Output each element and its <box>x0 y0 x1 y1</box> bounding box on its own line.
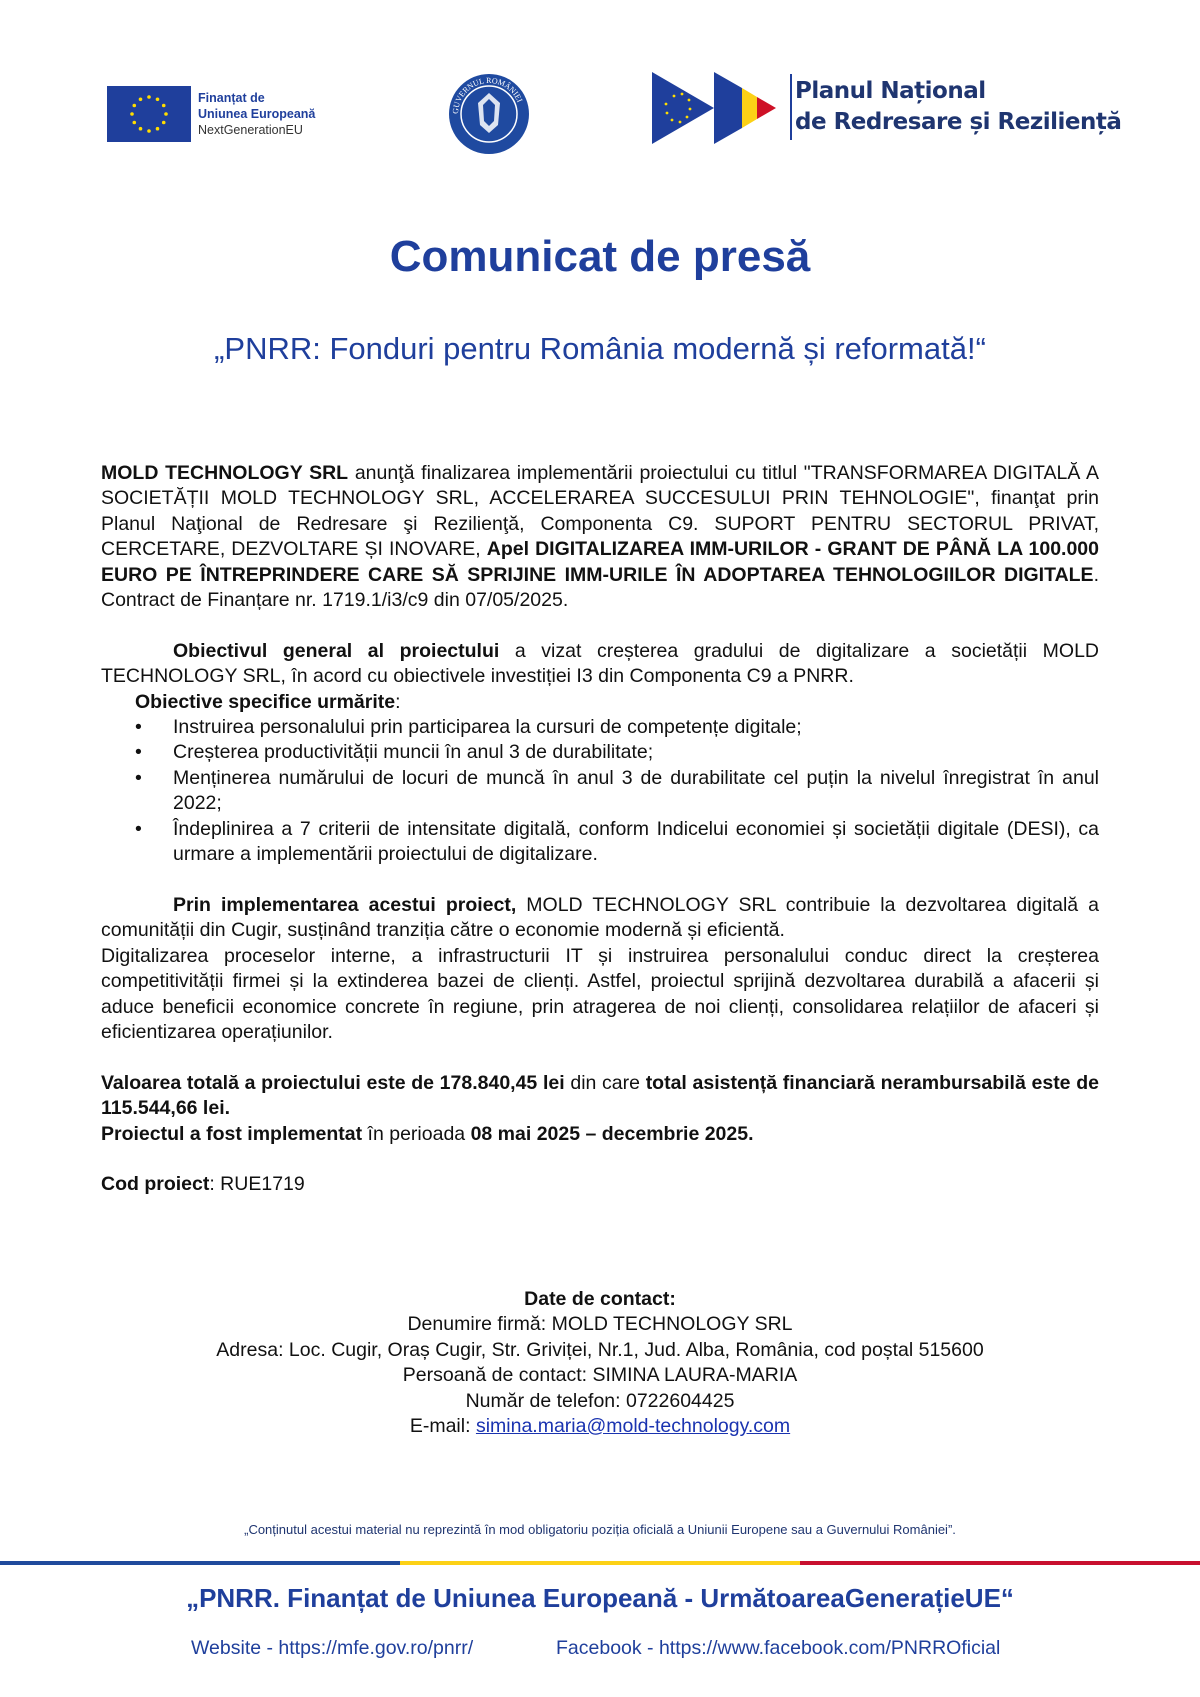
eu-star-icon <box>156 127 160 131</box>
pnrr-logo-text <box>795 76 1121 138</box>
contact-block <box>0 1287 1200 1439</box>
eu-line2: Uniunea Europeană <box>198 107 316 121</box>
tricolor-divider <box>0 1561 1200 1565</box>
disclaimer: „Conținutul acestui material nu reprezintă în mod obligatoriu poziția oficială a Uniunii Europene sau a Guvernului României”. <box>244 1522 956 1537</box>
specific-label: Obiective specifice urmărite <box>135 690 396 713</box>
call-name: Apel DIGITALIZAREA IMM-URILOR - GRANT DE PÂNĂ LA 100.000 EURO PE ÎNTREPRINDERE CARE SĂ SPRIJINE IMM-URILE ÎN ADOPTAREA TEHNOLOGIILOR DIGITALE <box>101 538 1099 586</box>
code-value: : RUE1719 <box>209 1173 305 1196</box>
page-subtitle: „PNRR: Fonduri pentru România modernă și reformată!“ <box>214 331 986 366</box>
total-value: Valoarea totală a proiectului este de 178.840,45 lei <box>101 1071 565 1094</box>
contact-address: Adresa: Loc. Cugir, Oraș Cugir, Str. Griviței, Nr.1, Jud. Alba, România, cod poștal 515600 <box>216 1338 984 1361</box>
project-period <box>101 1122 1099 1147</box>
contract-text: . Contract de Finanțare nr. 1719.1/i3/c9 din 07/05/2025. <box>101 563 1099 612</box>
eu-star-icon <box>147 129 151 133</box>
list-item: • Îndeplinirea a 7 criterii de intensitate digitală, conform Indicelui economiei și societății digitale (DESI), ca urmare a implementării proiectului de digitalizare. <box>101 817 1099 868</box>
facebook-link[interactable]: Facebook - https://www.facebook.com/PNRROficial <box>556 1637 1001 1659</box>
list-item: • Creșterea productivității muncii în anul 3 de durabilitate; <box>101 740 1099 765</box>
period-dates: 08 mai 2025 – decembrie 2025. <box>470 1122 754 1145</box>
pnrr-line1: Planul Național <box>795 78 986 104</box>
eu-star-icon <box>132 121 136 125</box>
eu-star-icon <box>164 112 168 116</box>
eu-funding-label <box>198 90 315 138</box>
pnrr-logo <box>652 72 787 144</box>
email-label: E-mail: <box>409 1415 476 1438</box>
eu-stars-icon <box>107 86 191 142</box>
project-value <box>101 1071 1099 1122</box>
eu-star-icon <box>156 97 160 101</box>
eu-star-icon <box>139 127 143 131</box>
eu-star-icon <box>130 112 134 116</box>
website-link[interactable]: Website - https://mfe.gov.ro/pnrr/ <box>191 1637 474 1659</box>
specific-objectives-heading <box>101 690 1099 715</box>
project-code <box>101 1172 1099 1197</box>
code-label: Cod proiect <box>101 1173 210 1196</box>
pnrr-divider <box>790 74 792 140</box>
objective-text: a vizat creșterea gradului de digitalizare a societății MOLD TECHNOLOGY SRL, în acord cu obiectivele investiției I3 din Componenta C9 a PNRR. <box>101 639 1100 688</box>
eu-star-icon <box>139 97 143 101</box>
specific-suffix: : <box>395 690 401 713</box>
value-connector: din care <box>564 1071 646 1094</box>
government-seal-logo <box>448 73 530 155</box>
contact-phone: Număr de telefon: 0722604425 <box>465 1389 735 1412</box>
contact-heading: Date de contact: <box>524 1288 676 1310</box>
eu-line1: Finanțat de <box>198 91 265 105</box>
email-link[interactable]: simina.maria@mold-technology.com <box>475 1415 791 1438</box>
contact-person: Persoană de contact: SIMINA LAURA-MARIA <box>402 1364 798 1387</box>
contact-company: Denumire firmă: MOLD TECHNOLOGY SRL <box>407 1313 793 1336</box>
impact-paragraph <box>101 893 1099 944</box>
page-title: Comunicat de presă <box>389 232 811 281</box>
specific-objectives-list <box>101 715 1099 867</box>
seal-text: GUVERNUL ROMÂNIEI <box>450 75 525 115</box>
list-item: • Menținerea numărului de locuri de muncă în anul 3 de durabilitate cel puțin la nivelul înregistrat în anul 2022; <box>101 766 1099 817</box>
list-item: • Instruirea personalului prin participarea la cursuri de competențe digitale; <box>101 715 1099 740</box>
impact-paragraph-2: Digitalizarea proceselor interne, a infrastructurii IT și instruirea personalului conduc direct la creșterea competitivității firmei și la extinderea bazei de clienți. Astfel, proiectul sprijină dezvoltarea durabilă a afacerii și aduce beneficii economice concrete în regiune, prin atragerea de noi clienți, consolidarea relațiilor de afaceri și eficientizarea operațiunilor. <box>101 944 1099 1043</box>
objective-paragraph <box>101 639 1099 690</box>
eu-flag-logo <box>107 86 191 142</box>
grant-value: total asistență financiară nerambursabilă este de 115.544,66 lei. <box>101 1071 1099 1120</box>
impact-label: Prin implementarea acestui proiect, <box>173 893 517 916</box>
period-label: Proiectul a fost implementat <box>101 1122 363 1145</box>
eu-star-icon <box>147 95 151 99</box>
period-connector: în perioada <box>362 1122 471 1145</box>
company-name: MOLD TECHNOLOGY SRL <box>101 462 349 484</box>
intro-text: anunţă finalizarea implementării proiectului cu titlul "TRANSFORMAREA DIGITALĂ A SOCIETĂȚII MOLD TECHNOLOGY SRL, ACCELERAREA SUCCESULUI PRIN TEHNOLOGIE", finanţat prin Planul Naţional de Redresare şi Rezilienţă, Componenta C9. SUPORT PENTRU SECTORUL PRIVAT, CERCETARE, DEZVOLTARE ȘI INOVARE, <box>101 462 1100 561</box>
footer-slogan: „PNRR. Finanțat de Uniunea Europeană - UrmătoareaGenerațieUE“ <box>186 1583 1014 1613</box>
press-release-body <box>101 461 1099 1198</box>
eu-star-icon <box>162 121 166 125</box>
objective-label: Obiectivul general al proiectului <box>173 639 500 662</box>
eu-star-icon <box>132 104 136 108</box>
pnrr-line2: de Redresare și Reziliență <box>795 109 1122 135</box>
eu-line3: NextGenerationEU <box>198 123 303 137</box>
impact-text: MOLD TECHNOLOGY SRL contribuie la dezvoltarea digitală a comunității din Cugir, susținând tranziția către o economie modernă și eficientă. <box>101 893 1100 942</box>
eu-star-icon <box>162 104 166 108</box>
intro-paragraph <box>101 461 1099 613</box>
